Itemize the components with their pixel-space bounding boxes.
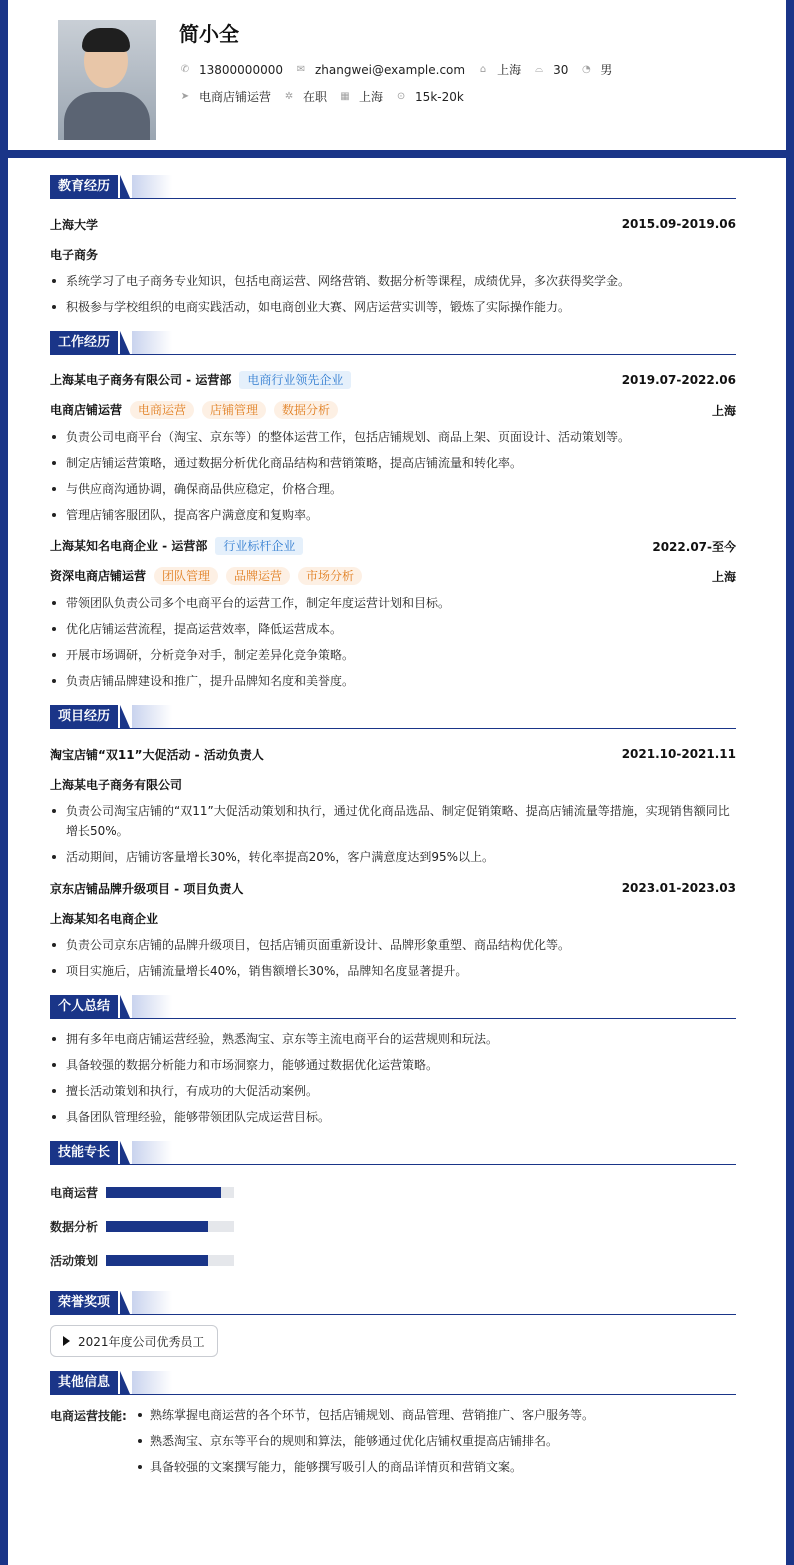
list-item: 负责店铺品牌建设和推广，提升品牌知名度和美誉度。 <box>50 671 736 691</box>
info-row-2 <box>179 88 476 105</box>
section-title <box>50 1141 736 1165</box>
project-company: 上海某知名电商企业 <box>50 911 159 926</box>
skill-tag: 市场分析 <box>298 567 362 585</box>
work-location: 上海 <box>711 403 736 418</box>
honors-section <box>50 1291 736 1357</box>
summary-section <box>50 995 736 1127</box>
skill-tag: 团队管理 <box>154 567 218 585</box>
skill-fill <box>106 1255 208 1266</box>
skill-item <box>50 1175 399 1209</box>
section-title <box>50 995 736 1019</box>
skill-label: 数据分析 <box>50 1219 99 1234</box>
section-title-label: 个人总结 <box>50 995 118 1018</box>
major-row <box>50 239 736 269</box>
list-item: 具备较强的数据分析能力和市场洞察力，能够通过数据优化运营策略。 <box>50 1055 736 1075</box>
project-title: 京东店铺品牌升级项目 - 项目负责人 <box>50 881 244 896</box>
role-row <box>50 561 736 591</box>
salary: 15k-20k <box>415 89 464 104</box>
company: 上海某电子商务有限公司 - 运营部 <box>50 373 232 387</box>
work-period: 2022.07-至今 <box>652 539 736 554</box>
education-bullets <box>50 271 736 317</box>
list-item: 具备团队管理经验，能够带领团队完成运营目标。 <box>50 1107 736 1127</box>
role: 电商店铺运营 <box>50 403 123 417</box>
project-company: 上海某电子商务有限公司 <box>50 777 183 792</box>
section-title <box>50 331 736 355</box>
project-bullets <box>50 801 736 867</box>
city: 上海 <box>497 63 522 77</box>
project-company-row <box>50 769 736 799</box>
info-row-1 <box>179 61 624 78</box>
home-icon: ⌂ <box>479 64 487 75</box>
send-icon: ➤ <box>180 91 190 102</box>
gender: 男 <box>600 63 613 77</box>
age-icon: ⌓ <box>535 64 544 75</box>
status-icon: ✲ <box>284 91 294 102</box>
list-item: 开展市场调研，分析竞争对手，制定差异化竞争策略。 <box>50 645 736 665</box>
list-item: 拥有多年电商店铺运营经验，熟悉淘宝、京东等主流电商平台的运营规则和玩法。 <box>50 1029 736 1049</box>
candidate-name: 简小全 <box>179 22 239 46</box>
project-bullets <box>50 935 736 981</box>
phone: 13800000000 <box>199 62 283 77</box>
position: 电商店铺运营 <box>199 90 272 104</box>
work-row <box>50 365 736 395</box>
list-item: 负责公司电商平台（淘宝、京东等）的整体运营工作，包括店铺规划、商品上架、页面设计、活动策划等。 <box>50 427 736 447</box>
honor-item[interactable] <box>50 1325 218 1357</box>
resume-content <box>50 175 736 1497</box>
section-title <box>50 1371 736 1395</box>
project-row <box>50 873 736 903</box>
skill-bar <box>106 1187 234 1198</box>
work-row <box>50 531 736 561</box>
list-item: 负责公司京东店铺的品牌升级项目，包括店铺页面重新设计、品牌形象重塑、商品结构优化等。 <box>50 935 736 955</box>
work-period: 2019.07-2022.06 <box>621 373 736 387</box>
company-tag: 电商行业领先企业 <box>239 371 351 389</box>
skills-section <box>50 1141 736 1277</box>
skill-item <box>50 1209 399 1243</box>
list-item: 活动期间，店铺访客量增长30%，转化率提高20%，客户满意度达到95%以上。 <box>50 847 736 867</box>
header <box>8 0 786 150</box>
other-info <box>50 1405 736 1483</box>
skills-list <box>50 1175 736 1277</box>
education-section <box>50 175 736 317</box>
list-item: 管理店铺客服团队，提高客户满意度和复购率。 <box>50 505 736 525</box>
list-item: 熟练掌握电商运营的各个环节，包括店铺规划、商品管理、营销推广、客户服务等。 <box>136 1405 736 1425</box>
play-icon <box>63 1336 70 1346</box>
summary-bullets <box>50 1029 736 1127</box>
other-bullets <box>136 1405 736 1483</box>
other-label: 电商运营技能: <box>50 1409 127 1423</box>
avatar-body <box>64 92 150 140</box>
skill-item <box>50 1243 399 1277</box>
gender-icon: ◔ <box>582 64 591 75</box>
status: 在职 <box>303 90 328 104</box>
education-period: 2015.09-2019.06 <box>621 217 736 231</box>
role: 资深电商店铺运营 <box>50 569 147 583</box>
project-period: 2023.01-2023.03 <box>621 881 736 895</box>
section-title <box>50 1291 736 1315</box>
section-title-label: 工作经历 <box>50 331 118 354</box>
list-item: 擅长活动策划和执行，有成功的大促活动案例。 <box>50 1081 736 1101</box>
skill-fill <box>106 1187 221 1198</box>
section-title <box>50 175 736 199</box>
list-item: 优化店铺运营流程，提高运营效率，降低运营成本。 <box>50 619 736 639</box>
email-icon: ✉ <box>296 64 306 75</box>
building-icon: ▦ <box>340 91 350 102</box>
list-item: 负责公司淘宝店铺的“双11”大促活动策划和执行，通过优化商品选品、制定促销策略、提高店铺流量等措施，实现销售额同比增长50%。 <box>50 801 736 841</box>
work-bullets <box>50 427 736 525</box>
section-title-label: 教育经历 <box>50 175 118 198</box>
email: zhangwei@example.com <box>314 62 466 77</box>
skill-tag: 品牌运营 <box>226 567 290 585</box>
list-item: 带领团队负责公司多个电商平台的运营工作，制定年度运营计划和目标。 <box>50 593 736 613</box>
project-row <box>50 739 736 769</box>
education-row <box>50 209 736 239</box>
skill-tag: 数据分析 <box>274 401 338 419</box>
other-section <box>50 1371 736 1483</box>
school: 上海大学 <box>50 217 99 232</box>
list-item: 具备较强的文案撰写能力，能够撰写吸引人的商品详情页和营销文案。 <box>136 1457 736 1477</box>
phone-icon: ✆ <box>180 64 190 75</box>
honor-label: 2021年度公司优秀员工 <box>78 1334 205 1349</box>
list-item: 积极参与学校组织的电商实践活动，如电商创业大赛、网店运营实训等，锻炼了实际操作能力。 <box>50 297 736 317</box>
salary-icon: ⊙ <box>396 91 406 102</box>
skill-tag: 店铺管理 <box>202 401 266 419</box>
list-item: 熟悉淘宝、京东等平台的规则和算法，能够通过优化店铺权重提高店铺排名。 <box>136 1431 736 1451</box>
list-item: 系统学习了电子商务专业知识，包括电商运营、网络营销、数据分析等课程，成绩优异，多次获得奖学金。 <box>50 271 736 291</box>
company-tag: 行业标杆企业 <box>215 537 303 555</box>
list-item: 项目实施后，店铺流量增长40%，销售额增长30%，品牌知名度显著提升。 <box>50 961 736 981</box>
list-item: 制定店铺运营策略，通过数据分析优化商品结构和营销策略，提高店铺流量和转化率。 <box>50 453 736 473</box>
skill-label: 电商运营 <box>50 1185 99 1200</box>
role-row <box>50 395 736 425</box>
section-title-label: 其他信息 <box>50 1371 118 1394</box>
project-company-row <box>50 903 736 933</box>
section-title-label: 技能专长 <box>50 1141 118 1164</box>
work-section <box>50 331 736 691</box>
skill-tag: 电商运营 <box>130 401 194 419</box>
project-title: 淘宝店铺“双11”大促活动 - 活动负责人 <box>50 747 264 762</box>
list-item: 与供应商沟通协调，确保商品供应稳定，价格合理。 <box>50 479 736 499</box>
age: 30 <box>553 62 569 77</box>
work-bullets <box>50 593 736 691</box>
section-title-label: 荣誉奖项 <box>50 1291 118 1314</box>
skill-bar <box>106 1221 234 1232</box>
major: 电子商务 <box>50 247 99 262</box>
skill-fill <box>106 1221 208 1232</box>
avatar-hair <box>82 28 130 52</box>
skill-bar <box>106 1255 234 1266</box>
target-city: 上海 <box>359 90 384 104</box>
section-title-label: 项目经历 <box>50 705 118 728</box>
company: 上海某知名电商企业 - 运营部 <box>50 539 208 553</box>
work-location: 上海 <box>711 569 736 584</box>
project-period: 2021.10-2021.11 <box>621 747 736 761</box>
section-title <box>50 705 736 729</box>
avatar <box>58 20 156 140</box>
skill-label: 活动策划 <box>50 1253 99 1268</box>
projects-section <box>50 705 736 981</box>
